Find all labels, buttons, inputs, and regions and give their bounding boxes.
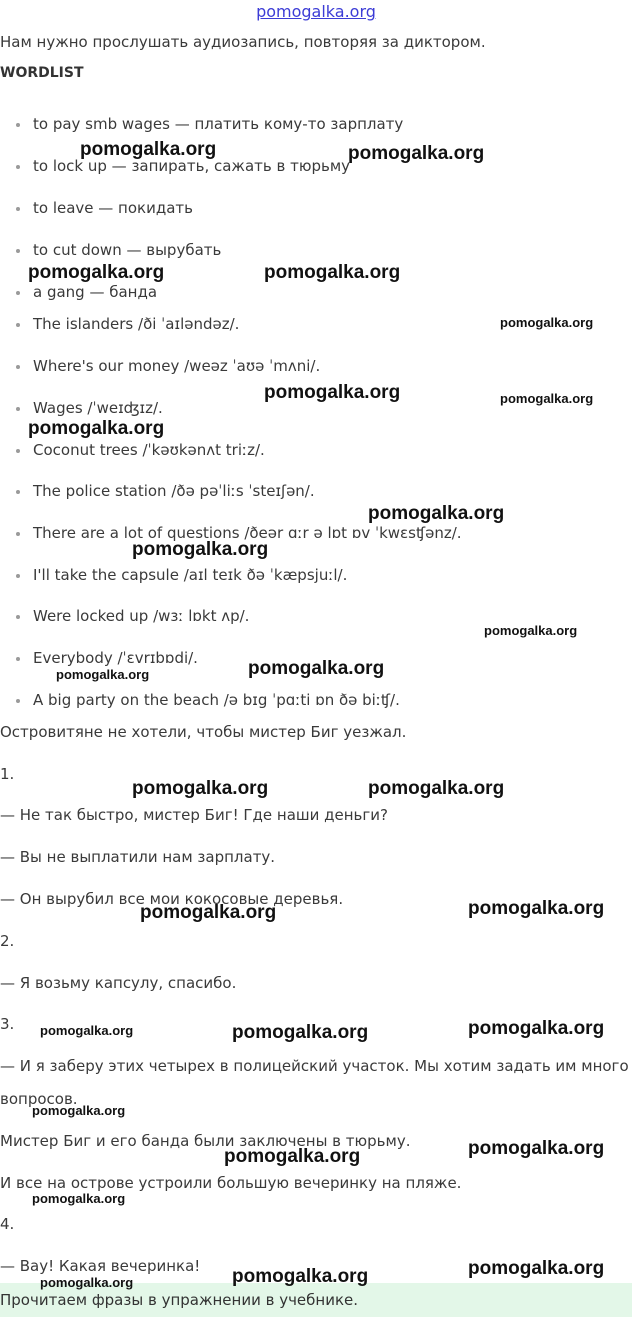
story-line: 2. [0, 932, 15, 950]
wordlist-heading: WORDLIST [0, 65, 84, 81]
watermark: pomogalka.org [368, 778, 505, 799]
watermark: pomogalka.org [224, 1146, 361, 1167]
story-line: Островитяне не хотели, чтобы мистер Биг уезжал. [0, 723, 407, 741]
story-line: — И я заберу этих четырех в полицейский участок. Мы хотим задать им много [0, 1057, 629, 1075]
list-item: Wages /ˈweɪʤɪz/. [16, 398, 163, 418]
watermark: pomogalka.org [132, 778, 269, 799]
watermark: pomogalka.org [232, 1022, 369, 1043]
list-item: to pay smb wages — платить кому-то зарплату [16, 114, 403, 134]
story-line: — Он вырубил все мои кокосовые деревья. [0, 890, 344, 908]
story-line: — Вау! Какая вечеринка! [0, 1257, 201, 1275]
list-item: Where's our money /weəz ˈaʊə ˈmʌni/. [16, 356, 320, 376]
list-item: Were locked up /wɜː lɒkt ʌp/. [16, 606, 249, 626]
list-item: There are a lot of questions /ðeər ɑːr ə lɒt ɒv ˈkwɛsʧənz/. [16, 523, 462, 543]
watermark: pomogalka.org [40, 1275, 134, 1290]
watermark: pomogalka.org [500, 315, 594, 330]
list-item: to lock up — запирать, сажать в тюрьму [16, 156, 350, 176]
watermark: pomogalka.org [468, 1138, 605, 1159]
watermark: pomogalka.org [32, 1191, 126, 1206]
list-item: Everybody /ˈɛvrɪbɒdi/. [16, 648, 198, 668]
watermark: pomogalka.org [348, 143, 485, 164]
story-line: — Вы не выплатили нам зарплату. [0, 848, 276, 866]
list-item: Coconut trees /ˈkəʊkənʌt triːz/. [16, 440, 265, 460]
site-link[interactable]: pomogalka.org [256, 2, 376, 21]
list-item: a gang — банда [16, 282, 157, 302]
story-line: 1. [0, 765, 15, 783]
footer-text: Прочитаем фразы в упражнении в учебнике. [0, 1291, 359, 1309]
story-line: 4. [0, 1215, 15, 1233]
watermark: pomogalka.org [468, 898, 605, 919]
watermark: pomogalka.org [40, 1023, 134, 1038]
list-item: to cut down — вырубать [16, 240, 221, 260]
story-line: 3. [0, 1015, 15, 1033]
watermark: pomogalka.org [80, 139, 217, 160]
list-item: The islanders /ði ˈaɪləndəz/. [16, 314, 239, 334]
story-line: Мистер Биг и его банда были заключены в тюрьму. [0, 1132, 411, 1150]
list-item: to leave — покидать [16, 198, 193, 218]
story-line: — Не так быстро, мистер Биг! Где наши деньги? [0, 806, 388, 824]
watermark: pomogalka.org [248, 658, 385, 679]
list-item: I'll take the capsule /aɪl teɪk ðə ˈkæpsjuːl/. [16, 565, 347, 585]
watermark: pomogalka.org [264, 262, 401, 283]
watermark: pomogalka.org [468, 1018, 605, 1039]
watermark: pomogalka.org [368, 503, 505, 524]
watermark: pomogalka.org [28, 262, 165, 283]
watermark: pomogalka.org [232, 1266, 369, 1287]
watermark: pomogalka.org [32, 1103, 126, 1118]
watermark: pomogalka.org [132, 539, 269, 560]
watermark: pomogalka.org [28, 418, 165, 439]
watermark: pomogalka.org [140, 902, 277, 923]
list-item: The police station /ðə pəˈliːs ˈsteɪʃən/. [16, 481, 315, 501]
story-line: И все на острове устроили большую вечеринку на пляже. [0, 1174, 462, 1192]
watermark: pomogalka.org [264, 382, 401, 403]
story-line: вопросов. [0, 1090, 78, 1108]
story-line: — Я возьму капсулу, спасибо. [0, 974, 237, 992]
watermark: pomogalka.org [56, 667, 150, 682]
intro-text: Нам нужно прослушать аудиозапись, повторяя за диктором. [0, 33, 486, 51]
watermark: pomogalka.org [484, 623, 578, 638]
watermark: pomogalka.org [468, 1258, 605, 1279]
list-item: A big party on the beach /ə bɪg ˈpɑːti ɒn ðə biːʧ/. [16, 690, 400, 710]
watermark: pomogalka.org [500, 391, 594, 406]
